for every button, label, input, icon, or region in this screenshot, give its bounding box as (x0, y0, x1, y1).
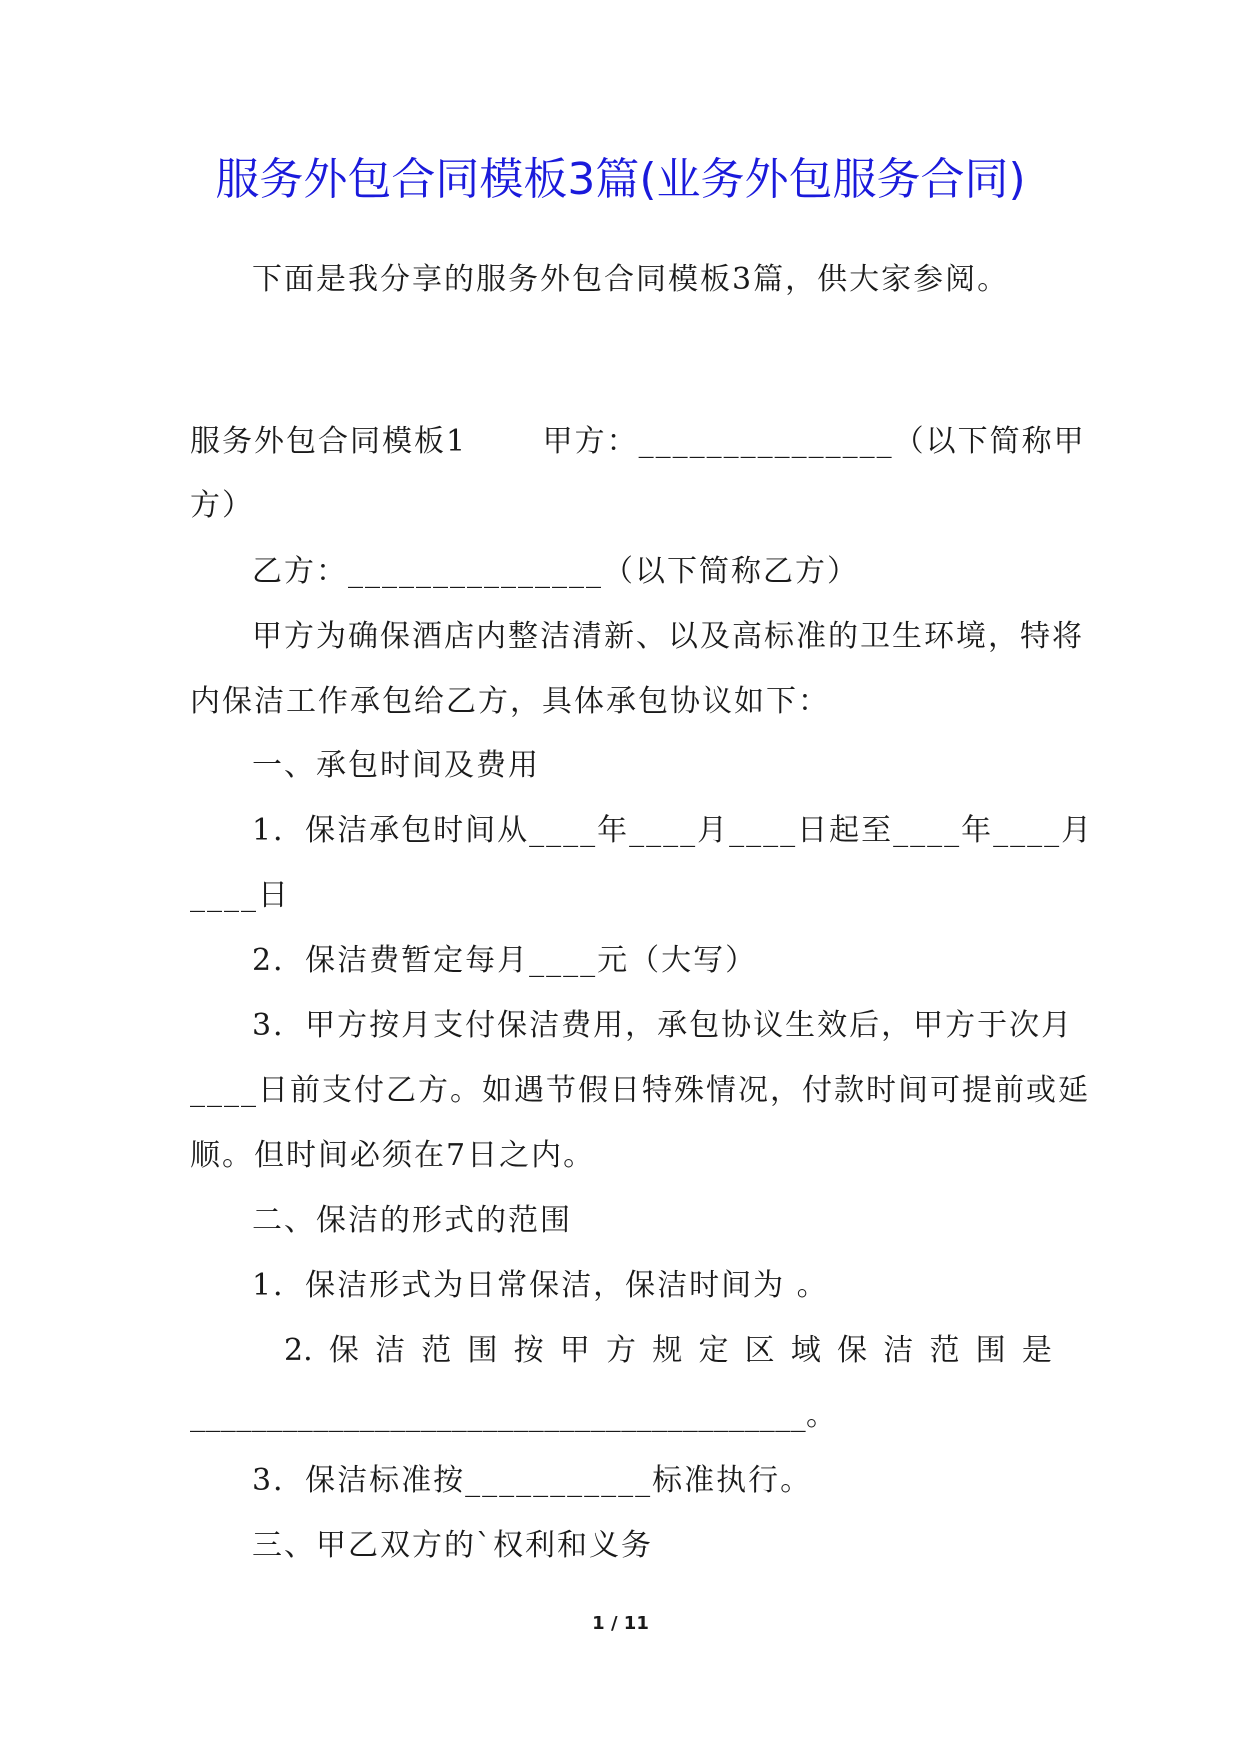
party-b-line: 乙方：_______________（以下简称乙方） (252, 554, 859, 589)
clause-term-line: 1．保洁承包时间从____年____月____日起至____年____月 (252, 813, 1094, 848)
scope-char: 按 (513, 1333, 544, 1368)
clause-fee-line: 2．保洁费暂定每月____元（大写） (252, 943, 758, 978)
page-number: 1 / 11 (592, 1613, 649, 1634)
clause-scope-line (284, 1331, 1052, 1371)
scope-char: 定 (698, 1333, 729, 1368)
clause-term-continuation: ____日 (190, 878, 290, 913)
clause-payment-line: ____日前支付乙方。如遇节假日特殊情况，付款时间可提前或延 (190, 1073, 1090, 1108)
party-a-continuation: 方） (190, 488, 254, 523)
intro-line: 下面是我分享的服务外包合同模板3篇，供大家参阅。 (252, 262, 1010, 297)
scope-char: 范 (421, 1333, 452, 1368)
scope-char: 洁 (375, 1333, 406, 1368)
clause-payment-line: 3．甲方按月支付保洁费用，承包协议生效后，甲方于次月 (252, 1008, 1074, 1043)
scope-char: 规 (652, 1333, 683, 1368)
clause-standard-line: 3．保洁标准按___________标准执行。 (252, 1463, 813, 1498)
section-heading-term-fee: 一、承包时间及费用 (252, 748, 540, 783)
scope-char: 是 (1021, 1333, 1052, 1368)
scope-char: 保 (837, 1333, 868, 1368)
paragraph-line: 甲方为确保酒店内整洁清新、以及高标准的卫生环境，特将 (252, 619, 1084, 654)
section-heading-rights: 三、甲乙双方的`权利和义务 (252, 1528, 653, 1563)
scope-char: 2. (284, 1333, 313, 1368)
clause-form-line: 1．保洁形式为日常保洁，保洁时间为 。 (252, 1268, 829, 1303)
section-heading-scope: 二、保洁的形式的范围 (252, 1203, 572, 1238)
scope-char: 方 (606, 1333, 637, 1368)
scope-char: 范 (929, 1333, 960, 1368)
scope-char: 区 (744, 1333, 775, 1368)
clause-payment-line: 顺。但时间必须在7日之内。 (190, 1138, 596, 1173)
scope-char: 洁 (883, 1333, 914, 1368)
scope-char: 围 (975, 1333, 1006, 1368)
paragraph-line: 内保洁工作承包给乙方，具体承包协议如下： (190, 684, 830, 719)
document-title: 服务外包合同模板3篇(业务外包服务合同) (215, 154, 1026, 205)
scope-char: 围 (467, 1333, 498, 1368)
clause-scope-blank-line: ________________________________________。 (190, 1398, 837, 1433)
template-heading-party-a: 服务外包合同模板1 甲方：_______________（以下简称甲 (190, 424, 1086, 459)
scope-char: 域 (790, 1333, 821, 1368)
scope-char: 保 (328, 1333, 359, 1368)
scope-char: 甲 (559, 1333, 590, 1368)
